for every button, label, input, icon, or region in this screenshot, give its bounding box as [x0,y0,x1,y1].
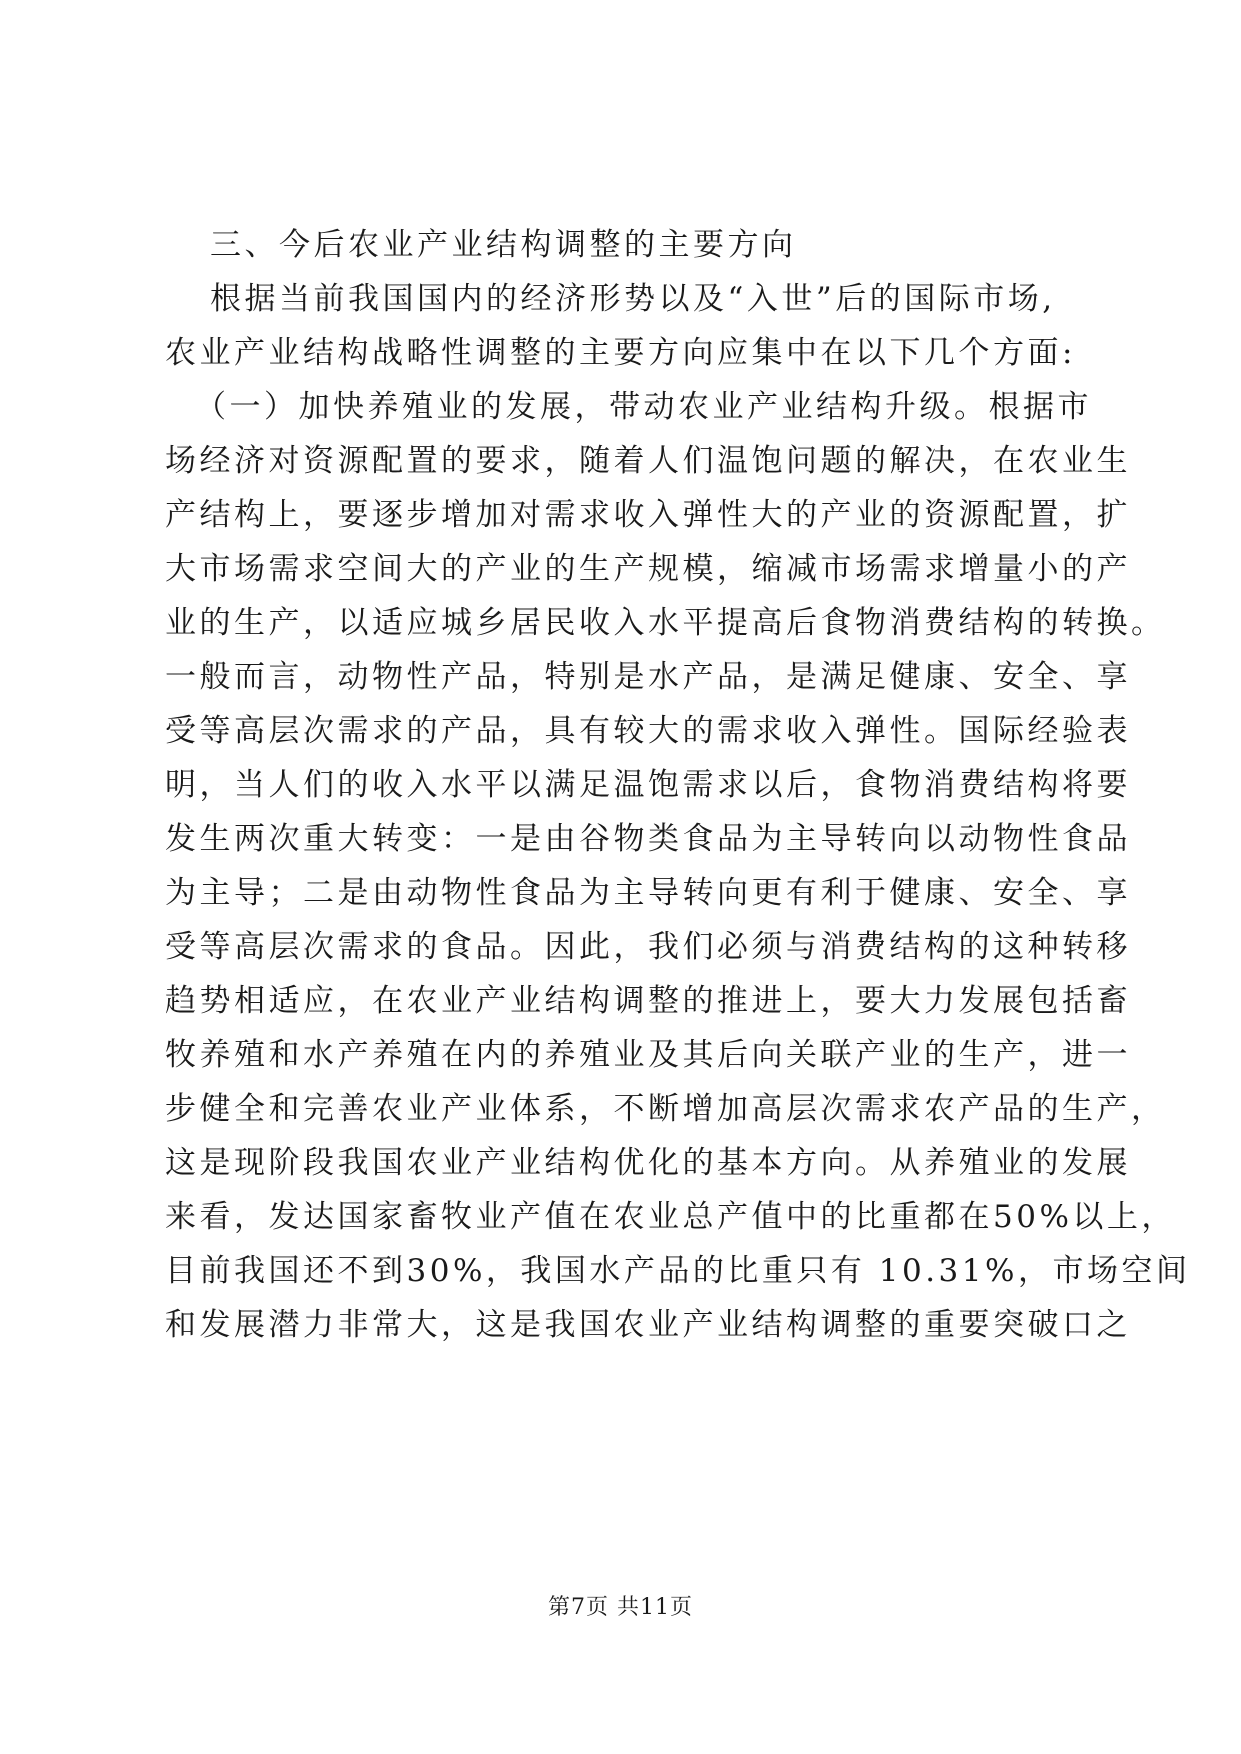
paragraph-line: 目前我国还不到30%，我国水产品的比重只有 10.31%，市场空间 [165,1253,1191,1289]
paragraph-line: 场经济对资源配置的要求，随着人们温饱问题的解决，在农业生 [165,443,1131,479]
paragraph-line: （一）加快养殖业的发展，带动农业产业结构升级。根据市 [195,389,1092,425]
paragraph-line: 和发展潜力非常大，这是我国农业产业结构调整的重要突破口之 [165,1307,1131,1343]
paragraph-line: 步健全和完善农业产业体系，不断增加高层次需求农产品的生产， [165,1091,1166,1127]
paragraph-line: 业的生产，以适应城乡居民收入水平提高后食物消费结构的转换。 [165,605,1166,641]
paragraph-line: 受等高层次需求的食品。因此，我们必须与消费结构的这种转移 [165,929,1131,965]
paragraph-line: 根据当前我国国内的经济形势以及“入世”后的国际市场, [210,281,1056,317]
paragraph-line: 明，当人们的收入水平以满足温饱需求以后，食物消费结构将要 [165,767,1131,803]
page-number-footer: 第7页 共11页 [548,1595,693,1620]
paragraph-line: 一般而言，动物性产品，特别是水产品，是满足健康、安全、享 [165,659,1131,695]
paragraph-line: 来看，发达国家畜牧业产值在农业总产值中的比重都在50%以上， [165,1199,1176,1235]
paragraph-line: 为主导；二是由动物性食品为主导转向更有利于健康、安全、享 [165,875,1131,911]
paragraph-line: 农业产业结构战略性调整的主要方向应集中在以下几个方面: [165,335,1076,371]
paragraph-line: 发生两次重大转变：一是由谷物类食品为主导转向以动物性食品 [165,821,1131,857]
paragraph-line: 趋势相适应，在农业产业结构调整的推进上，要大力发展包括畜 [165,983,1131,1019]
paragraph-line: 大市场需求空间大的产业的生产规模，缩减市场需求增量小的产 [165,551,1131,587]
paragraph-line: 产结构上，要逐步增加对需求收入弹性大的产业的资源配置，扩 [165,497,1131,533]
paragraph-line: 牧养殖和水产养殖在内的养殖业及其后向关联产业的生产，进一 [165,1037,1131,1073]
paragraph-line: 这是现阶段我国农业产业结构优化的基本方向。从养殖业的发展 [165,1145,1131,1181]
section-heading: 三、今后农业产业结构调整的主要方向 [210,227,797,263]
paragraph-line: 受等高层次需求的产品，具有较大的需求收入弹性。国际经验表 [165,713,1131,749]
